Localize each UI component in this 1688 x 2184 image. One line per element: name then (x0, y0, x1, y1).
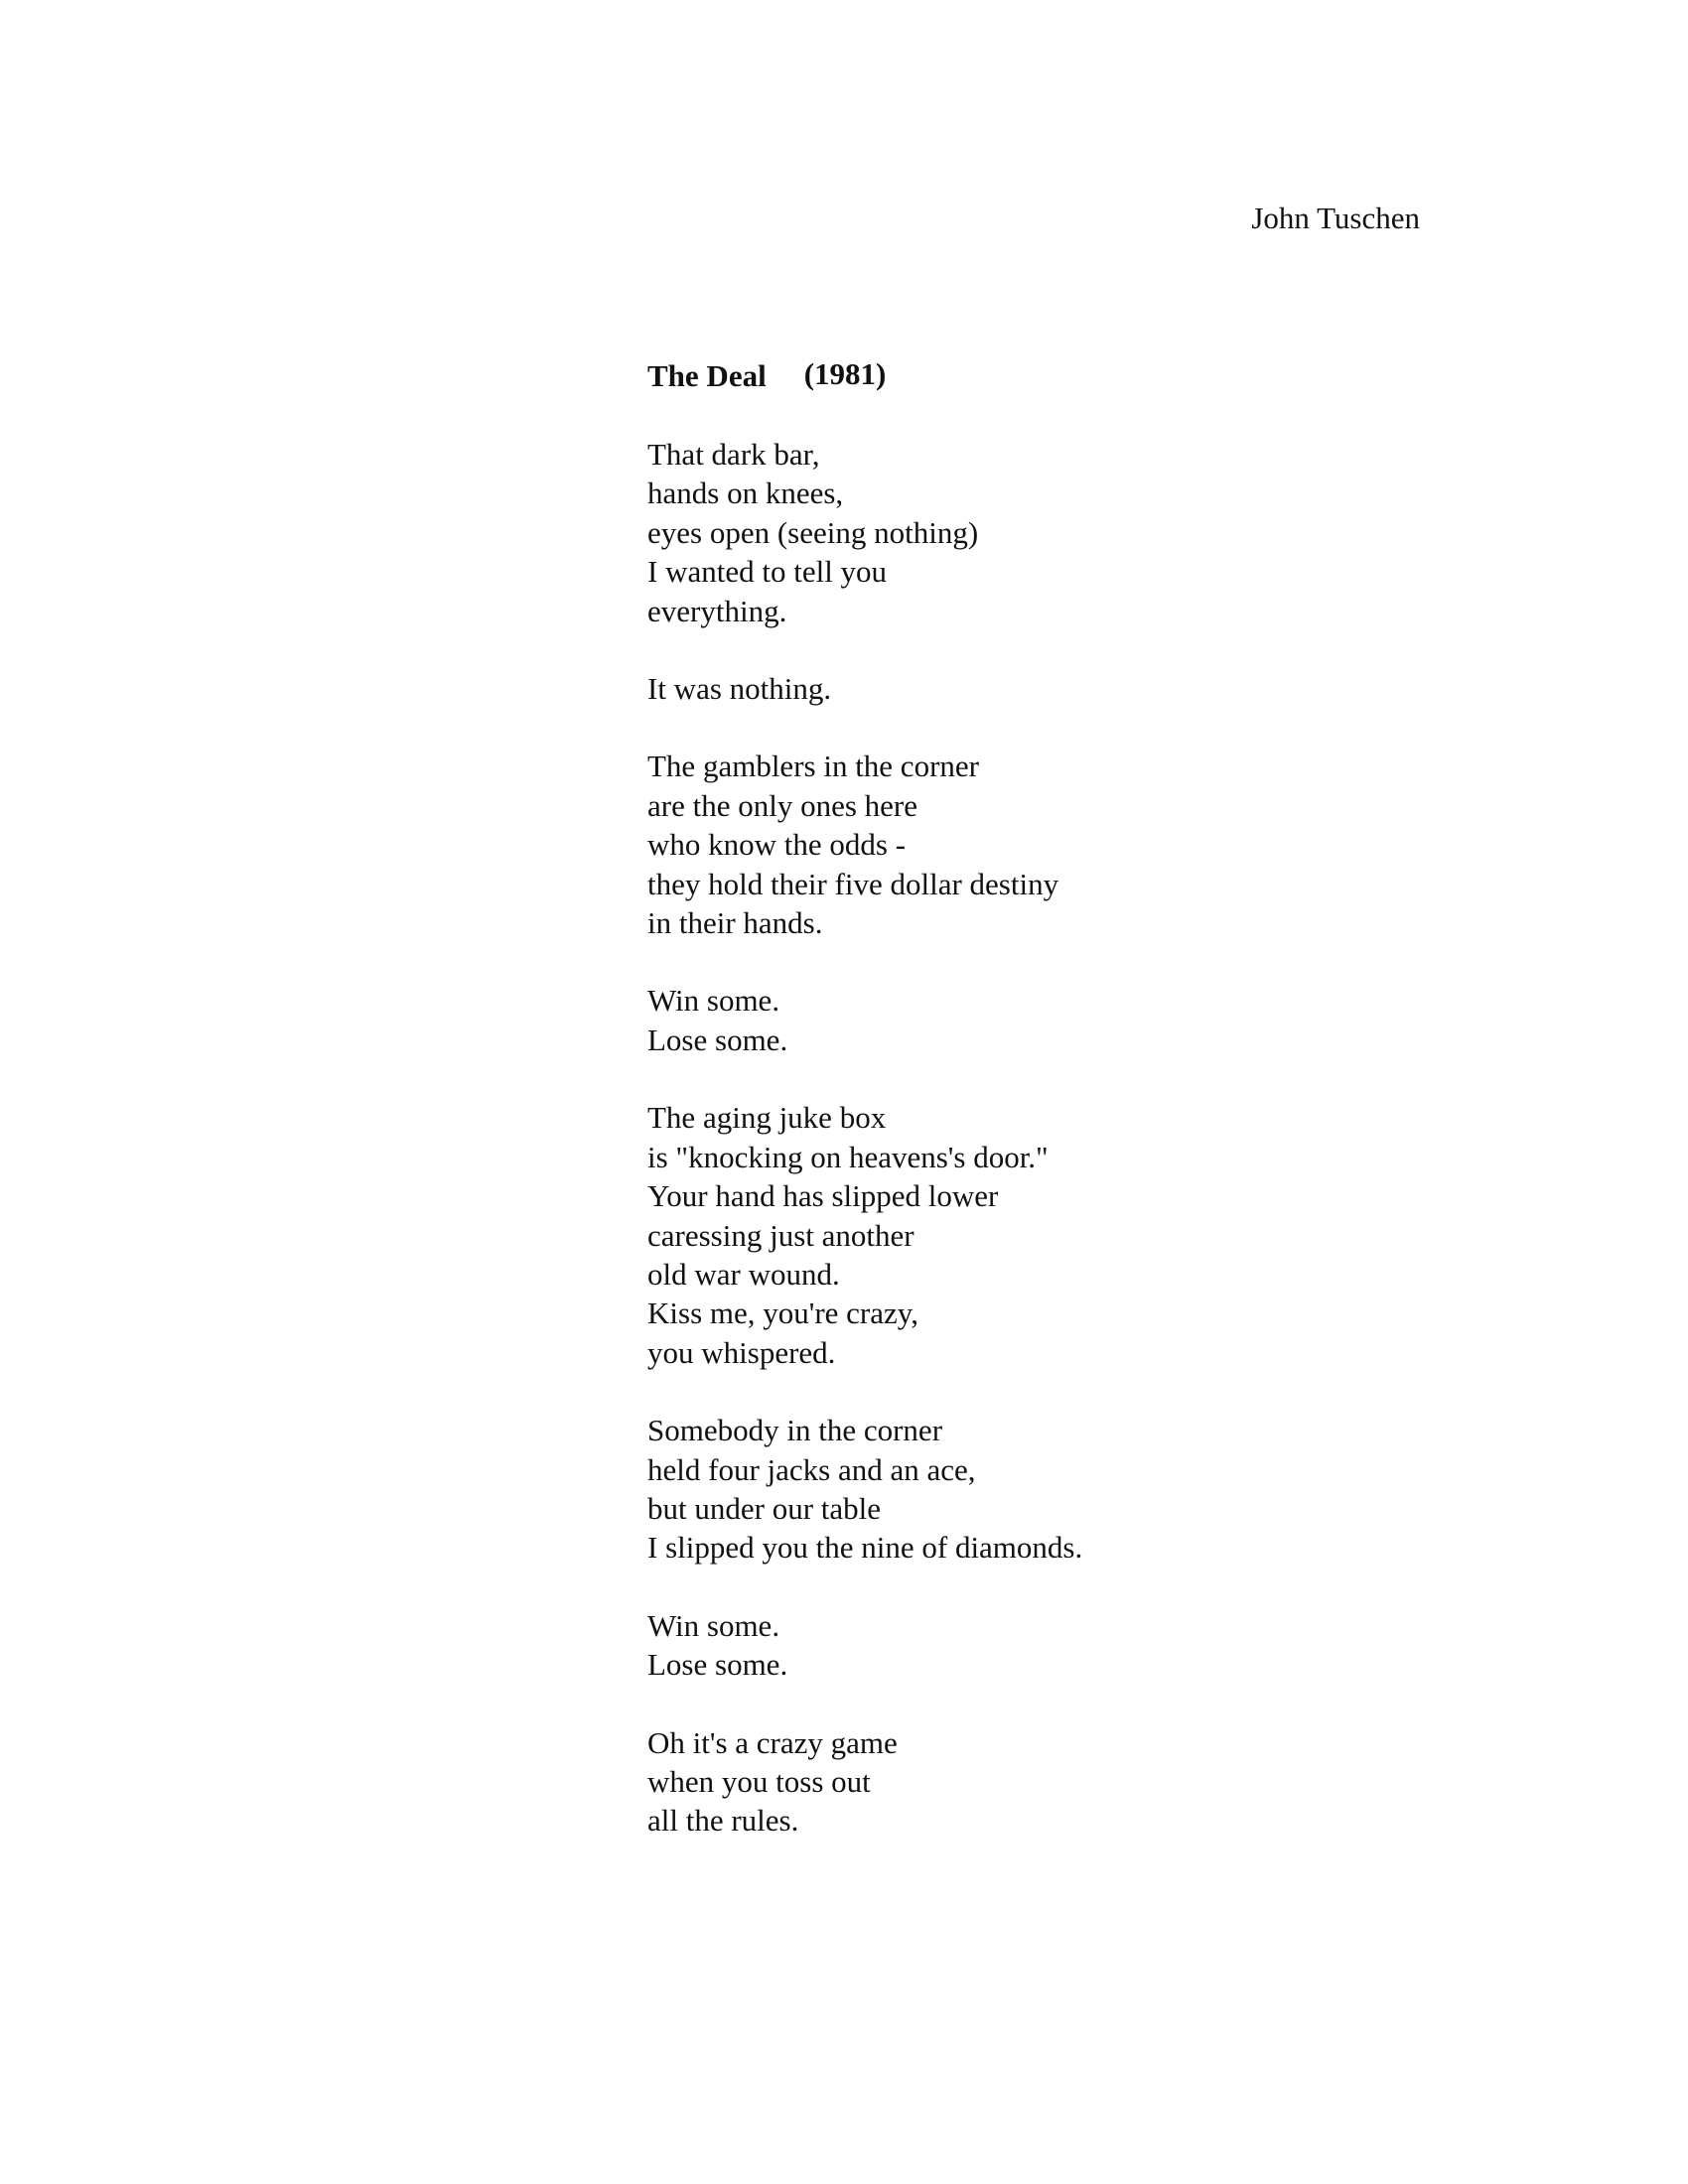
poem-line: caressing just another (647, 1217, 914, 1253)
poem-line: Lose some. (647, 1022, 788, 1057)
poem-line: Oh it's a crazy game (647, 1724, 898, 1760)
poem-line: The aging juke box (647, 1100, 887, 1136)
poem-line: hands on knees, (647, 476, 844, 511)
poem (647, 356, 1402, 1841)
stanza (647, 747, 1402, 942)
stanza (647, 435, 1402, 630)
poem-line: Your hand has slipped lower (647, 1178, 999, 1214)
poem-line: everything. (647, 593, 787, 628)
stanza (647, 1098, 1402, 1372)
poem-line: old war wound. (647, 1256, 840, 1292)
author-name: John Tuschen (1251, 201, 1420, 235)
poem-line: It was nothing. (647, 671, 832, 707)
poem-title-row (647, 356, 1402, 396)
poem-line: held four jacks and an ace, (647, 1451, 976, 1487)
poem-title: The Deal (647, 358, 767, 393)
poem-line: Kiss me, you're crazy, (647, 1296, 919, 1331)
poem-line: Win some. (647, 1607, 780, 1643)
poem-line: you whispered. (647, 1334, 836, 1370)
poem-line: in their hands. (647, 905, 823, 941)
poem-line: but under our table (647, 1490, 882, 1526)
stanza (647, 1723, 1402, 1841)
poem-body (647, 435, 1402, 1841)
poem-line: I slipped you the nine of diamonds. (647, 1530, 1083, 1566)
poem-line: That dark bar, (647, 437, 820, 472)
stanza (647, 1411, 1402, 1568)
poem-year: (1981) (803, 356, 887, 391)
poem-line: are the only ones here (647, 787, 917, 823)
poem-line: who know the odds - (647, 827, 907, 863)
stanza (647, 669, 1402, 708)
poem-line: Lose some. (647, 1647, 788, 1683)
poem-line: Win some. (647, 983, 780, 1019)
stanza (647, 981, 1402, 1059)
poem-line: I wanted to tell you (647, 554, 888, 590)
poem-line: is "knocking on heavens's door." (647, 1139, 1049, 1174)
poem-line: Somebody in the corner (647, 1413, 943, 1448)
stanza (647, 1606, 1402, 1685)
poem-line: eyes open (seeing nothing) (647, 514, 979, 550)
poem-line: when you toss out (647, 1763, 871, 1799)
poem-line: The gamblers in the corner (647, 749, 979, 784)
poem-line: they hold their five dollar destiny (647, 866, 1059, 901)
poem-line: all the rules. (647, 1803, 799, 1839)
